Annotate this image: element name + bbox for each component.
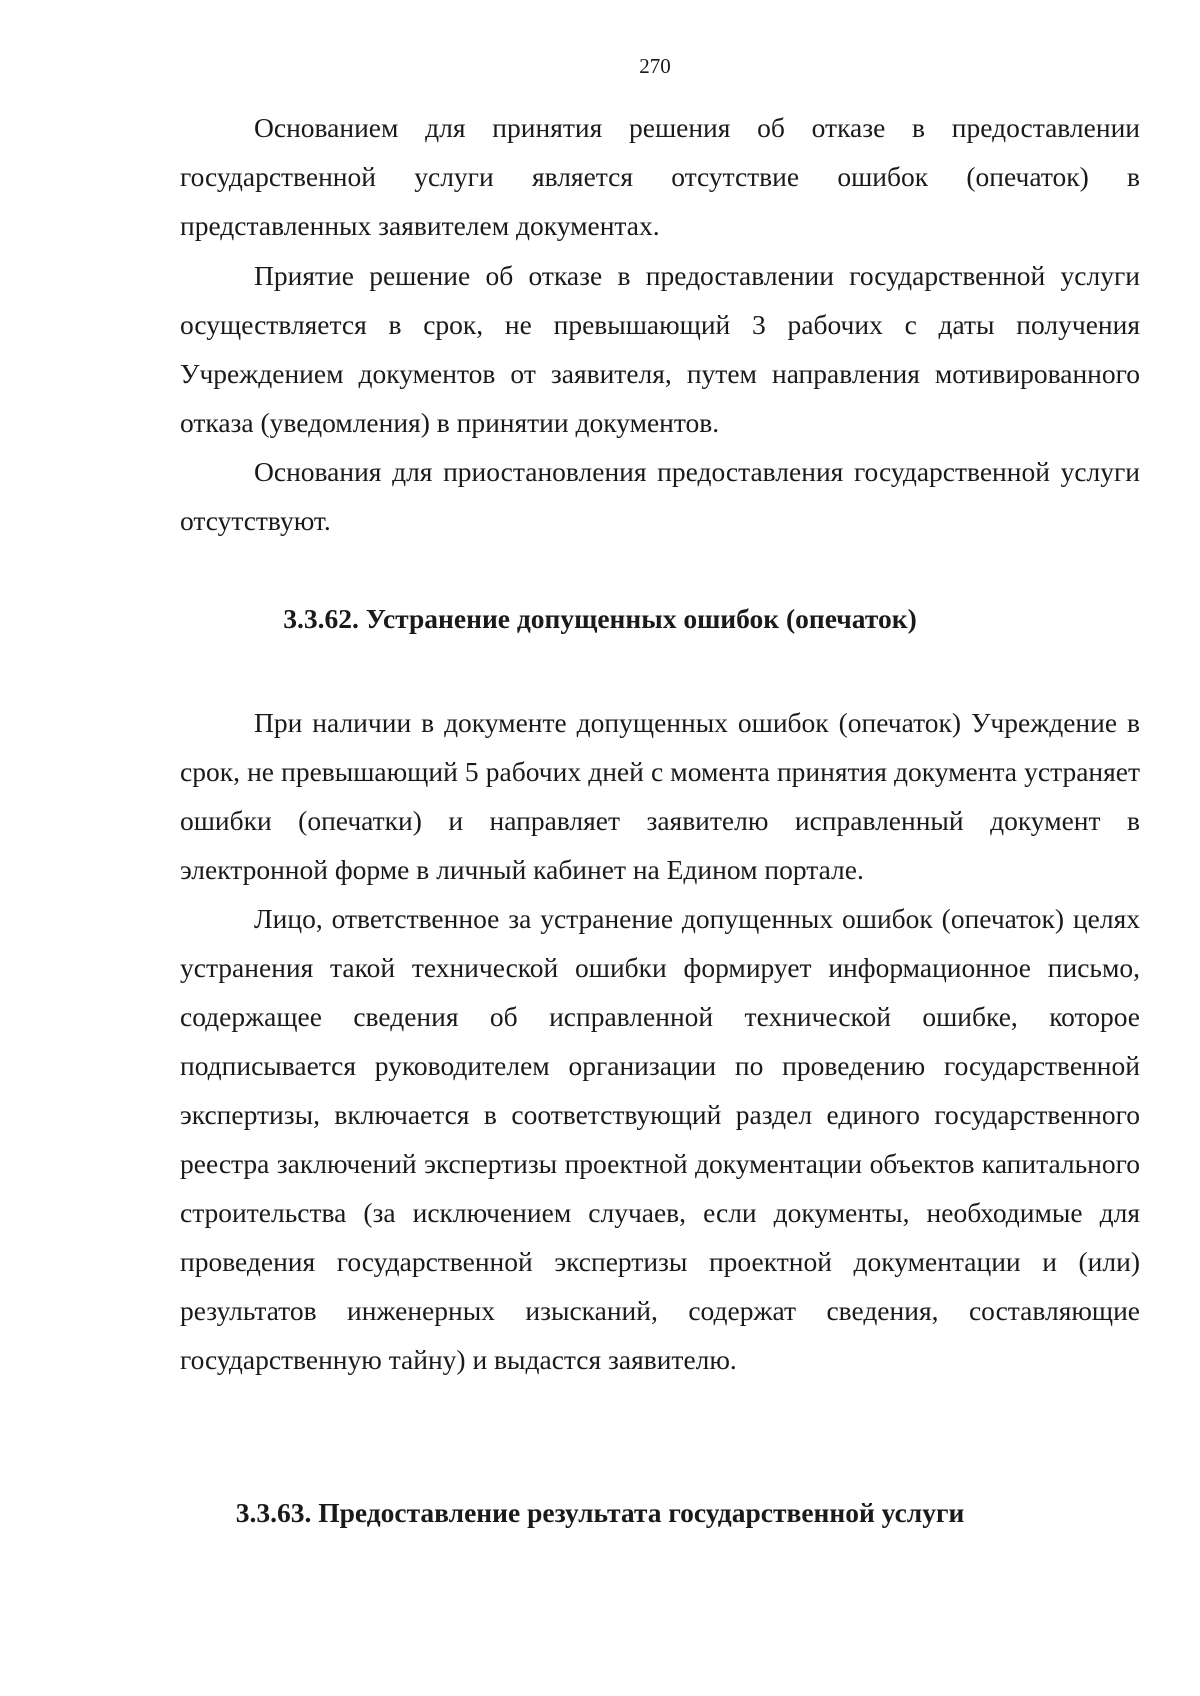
paragraph-responsible-person: Лицо, ответственное за устранение допущенных ошибок (опечаток) целях устранения такой технической ошибки формирует информационное письмо, содержащее сведения об исправленной технической ошибке, которое подписывается руководителем организации по проведению государственной экспертизы, включается в соответствующий раздел единого государственного реестра заключений экспертизы проектной документации объектов капитального строительства (за исключением случаев, если документы, необходимые для проведения государственной экспертизы проектной документации и (или) результатов инженерных изысканий, содержат сведения, составляющие государственную тайну) и выдастся заявителю. xyxy=(180,903,1140,1375)
paragraph-error-correction: При наличии в документе допущенных ошибок (опечаток) Учреждение в срок, не превышающий 5 рабочих дней с момента принятия документа устраняет ошибки (опечатки) и направляет заявителю исправленный документ в электронной форме в личный кабинет на Едином портале. xyxy=(180,707,1140,885)
paragraph-suspension: Основания для приостановления предоставления государственной услуги отсутствуют. xyxy=(180,456,1140,536)
paragraph-refusal-basis: Основанием для принятия решения об отказе в предоставлении государственной услуги является отсутствие ошибок (опечаток) в представленных заявителем документах. xyxy=(180,112,1140,241)
section-heading-3-3-62: 3.3.62. Устранение допущенных ошибок (опечаток) xyxy=(283,603,917,634)
paragraph-refusal-decision: Приятие решение об отказе в предоставлении государственной услуги осуществляется в срок, не превышающий 3 рабочих с даты получения Учреждением документов от заявителя, путем направления мотивированного отказа (уведомления) в принятии документов. xyxy=(180,260,1140,438)
page-number: 270 xyxy=(639,54,671,78)
section-heading-3-3-63: 3.3.63. Предоставление результата государственной услуги xyxy=(235,1497,965,1528)
